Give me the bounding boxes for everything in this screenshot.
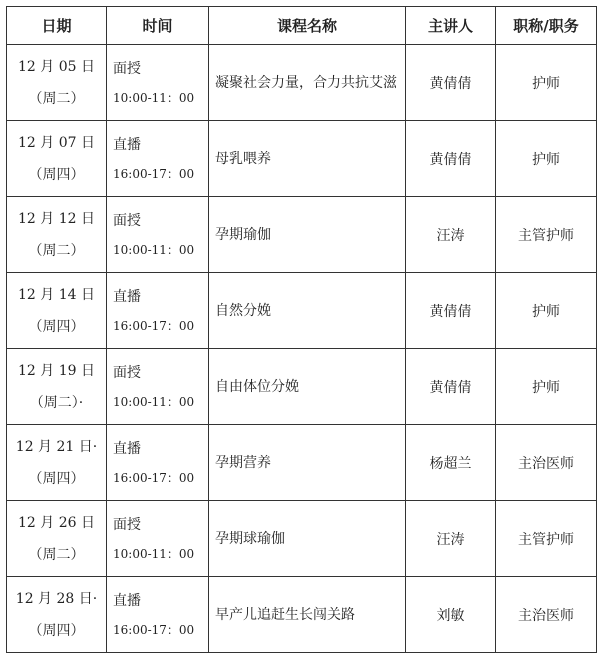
- header-title: 职称/职务: [496, 7, 597, 45]
- hours-text: 10:00-11：00: [113, 91, 195, 105]
- time-cell: [107, 45, 209, 121]
- weekday-text: （周二）: [28, 242, 85, 259]
- course-cell: 凝聚社会力量，合力共抗艾滋: [209, 45, 406, 121]
- date-text: 12 月 21 日·: [15, 438, 98, 455]
- hours-text: 16:00-17：00: [113, 167, 195, 181]
- table-row: [7, 197, 597, 273]
- date-text: 12 月 05 日: [18, 58, 95, 75]
- hours-text: 10:00-11：00: [113, 395, 195, 409]
- hours-text: 10:00-11：00: [113, 243, 195, 257]
- time-cell: [107, 197, 209, 273]
- header-speaker: 主讲人: [406, 7, 496, 45]
- header-course: 课程名称: [209, 7, 406, 45]
- weekday-text: （周四）: [28, 166, 85, 183]
- date-cell: [7, 197, 107, 273]
- weekday-text: （周四）: [28, 470, 85, 487]
- date-cell: [7, 121, 107, 197]
- date-cell: [7, 577, 107, 653]
- title-cell: 主治医师: [496, 425, 597, 501]
- time-cell: [107, 425, 209, 501]
- time-cell: [107, 577, 209, 653]
- course-cell: 自由体位分娩: [209, 349, 406, 425]
- mode-text: 面授: [113, 365, 141, 381]
- date-text: 12 月 28 日·: [15, 590, 98, 607]
- date-cell: [7, 501, 107, 577]
- title-cell: 护师: [496, 273, 597, 349]
- title-cell: 护师: [496, 349, 597, 425]
- speaker-cell: 黄倩倩: [406, 121, 496, 197]
- speaker-cell: 刘敏: [406, 577, 496, 653]
- weekday-text: （周二）: [28, 90, 85, 107]
- table-row: [7, 425, 597, 501]
- date-text: 12 月 14 日: [18, 286, 95, 303]
- speaker-cell: 黄倩倩: [406, 45, 496, 121]
- time-cell: [107, 349, 209, 425]
- speaker-cell: 黄倩倩: [406, 349, 496, 425]
- date-text: 12 月 26 日: [18, 514, 95, 531]
- date-cell: [7, 425, 107, 501]
- mode-text: 直播: [113, 593, 141, 609]
- title-cell: 主管护师: [496, 501, 597, 577]
- hours-text: 10:00-11：00: [113, 547, 195, 561]
- table-header-row: [7, 7, 597, 45]
- hours-text: 16:00-17：00: [113, 319, 195, 333]
- mode-text: 直播: [113, 289, 141, 305]
- weekday-text: （周二）: [28, 546, 85, 563]
- mode-text: 面授: [113, 61, 141, 77]
- table-row: [7, 577, 597, 653]
- weekday-text: （周四）: [28, 622, 85, 639]
- speaker-cell: 黄倩倩: [406, 273, 496, 349]
- speaker-cell: 汪涛: [406, 197, 496, 273]
- table-row: [7, 45, 597, 121]
- header-date: 日期: [7, 7, 107, 45]
- hours-text: 16:00-17：00: [113, 471, 195, 485]
- date-cell: [7, 45, 107, 121]
- speaker-cell: 杨超兰: [406, 425, 496, 501]
- table-row: [7, 121, 597, 197]
- date-cell: [7, 273, 107, 349]
- table-row: [7, 349, 597, 425]
- course-cell: 母乳喂养: [209, 121, 406, 197]
- course-cell: 孕期瑜伽: [209, 197, 406, 273]
- time-cell: [107, 121, 209, 197]
- date-text: 12 月 12 日: [18, 210, 95, 227]
- mode-text: 直播: [113, 137, 141, 153]
- weekday-text: （周四）: [28, 318, 85, 335]
- title-cell: 护师: [496, 121, 597, 197]
- course-cell: 自然分娩: [209, 273, 406, 349]
- title-cell: 主治医师: [496, 577, 597, 653]
- mode-text: 面授: [113, 517, 141, 533]
- time-cell: [107, 501, 209, 577]
- table-row: [7, 273, 597, 349]
- time-cell: [107, 273, 209, 349]
- date-text: 12 月 07 日: [18, 134, 95, 151]
- mode-text: 直播: [113, 441, 141, 457]
- speaker-cell: 汪涛: [406, 501, 496, 577]
- course-schedule-table: [6, 6, 597, 653]
- title-cell: 主管护师: [496, 197, 597, 273]
- title-cell: 护师: [496, 45, 597, 121]
- date-text: 12 月 19 日: [18, 362, 95, 379]
- hours-text: 16:00-17：00: [113, 623, 195, 637]
- table-row: [7, 501, 597, 577]
- mode-text: 面授: [113, 213, 141, 229]
- course-cell: 早产儿追赶生长闯关路: [209, 577, 406, 653]
- course-cell: 孕期营养: [209, 425, 406, 501]
- header-time: 时间: [107, 7, 209, 45]
- course-cell: 孕期球瑜伽: [209, 501, 406, 577]
- date-cell: [7, 349, 107, 425]
- weekday-text: （周二）·: [29, 394, 84, 411]
